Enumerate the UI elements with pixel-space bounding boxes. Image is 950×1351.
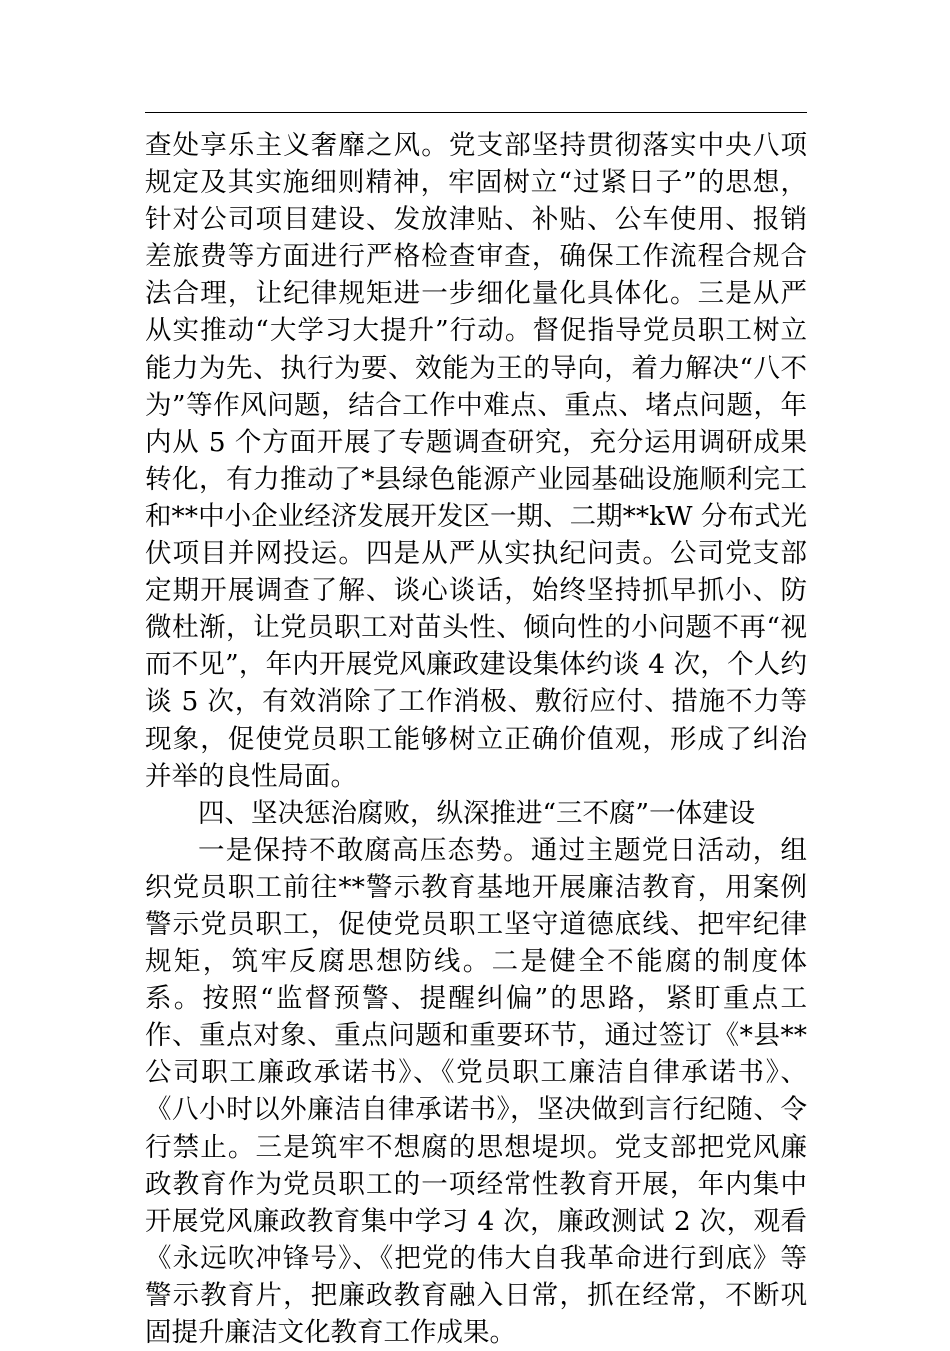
body-text [145,127,807,1351]
section-heading-four: 四、坚决惩治腐败，纵深推进“三不腐”一体建设 [198,797,756,829]
paragraph-three-no-corruption: 一是保持不敢腐高压态势。通过主题党日活动，组织党员职工前往**警示教育基地开展廉洁教育，用案例警示党员职工，促使党员职工坚守道德底线、把牢纪律规矩，筑牢反腐思想防线。二是健全不能腐的制度体系。按照“监督预警、提醒纠偏”的思路，紧盯重点工作、重点对象、重点问题和重要环节，通过签订《*县**公司职工廉政承诺书》、《党员职工廉洁自律承诺书》、《八小时以外廉洁自律承诺书》，坚决做到言行纪随、令行禁止。三是筑牢不想腐的思想堤坝。党支部把党风廉政教育作为党员职工的一项经常性教育开展，年内集中开展党风廉政教育集中学习 4 次，廉政测试 2 次，观看《永远吹冲锋号》、《把党的伟大自我革命进行到底》等警示教育片，把廉政教育融入日常，抓在经常，不断巩固提升廉洁文化教育工作成果。 [145,834,807,1348]
header-rule [145,112,807,113]
paragraph-continuation: 查处享乐主义奢靡之风。党支部坚持贯彻落实中央八项规定及其实施细则精神，牢固树立“过紧日子”的思想，针对公司项目建设、发放津贴、补贴、公车使用、报销差旅费等方面进行严格检查审查，确保工作流程合规合法合理，让纪律规矩进一步细化量化具体化。三是从严从实推动“大学习大提升”行动。督促指导党员职工树立能力为先、执行为要、效能为王的导向，着力解决“八不为”等作风问题，结合工作中难点、重点、堵点问题，年内从 5 个方面开展了专题调查研究，充分运用调研成果转化，有力推动了*县绿色能源产业园基础设施顺利完工和**中小企业经济发展开发区一期、二期**kW 分布式光伏项目并网投运。四是从严从实执纪问责。公司党支部定期开展调查了解、谈心谈话，始终坚持抓早抓小、防微杜渐，让党员职工对苗头性、倾向性的小问题不再“视而不见”，年内开展党风廉政建设集体约谈 4 次，个人约谈 5 次，有效消除了工作消极、敷衍应付、措施不力等现象，促使党员职工能够树立正确价值观，形成了纠治并举的良性局面。 [145,130,807,792]
